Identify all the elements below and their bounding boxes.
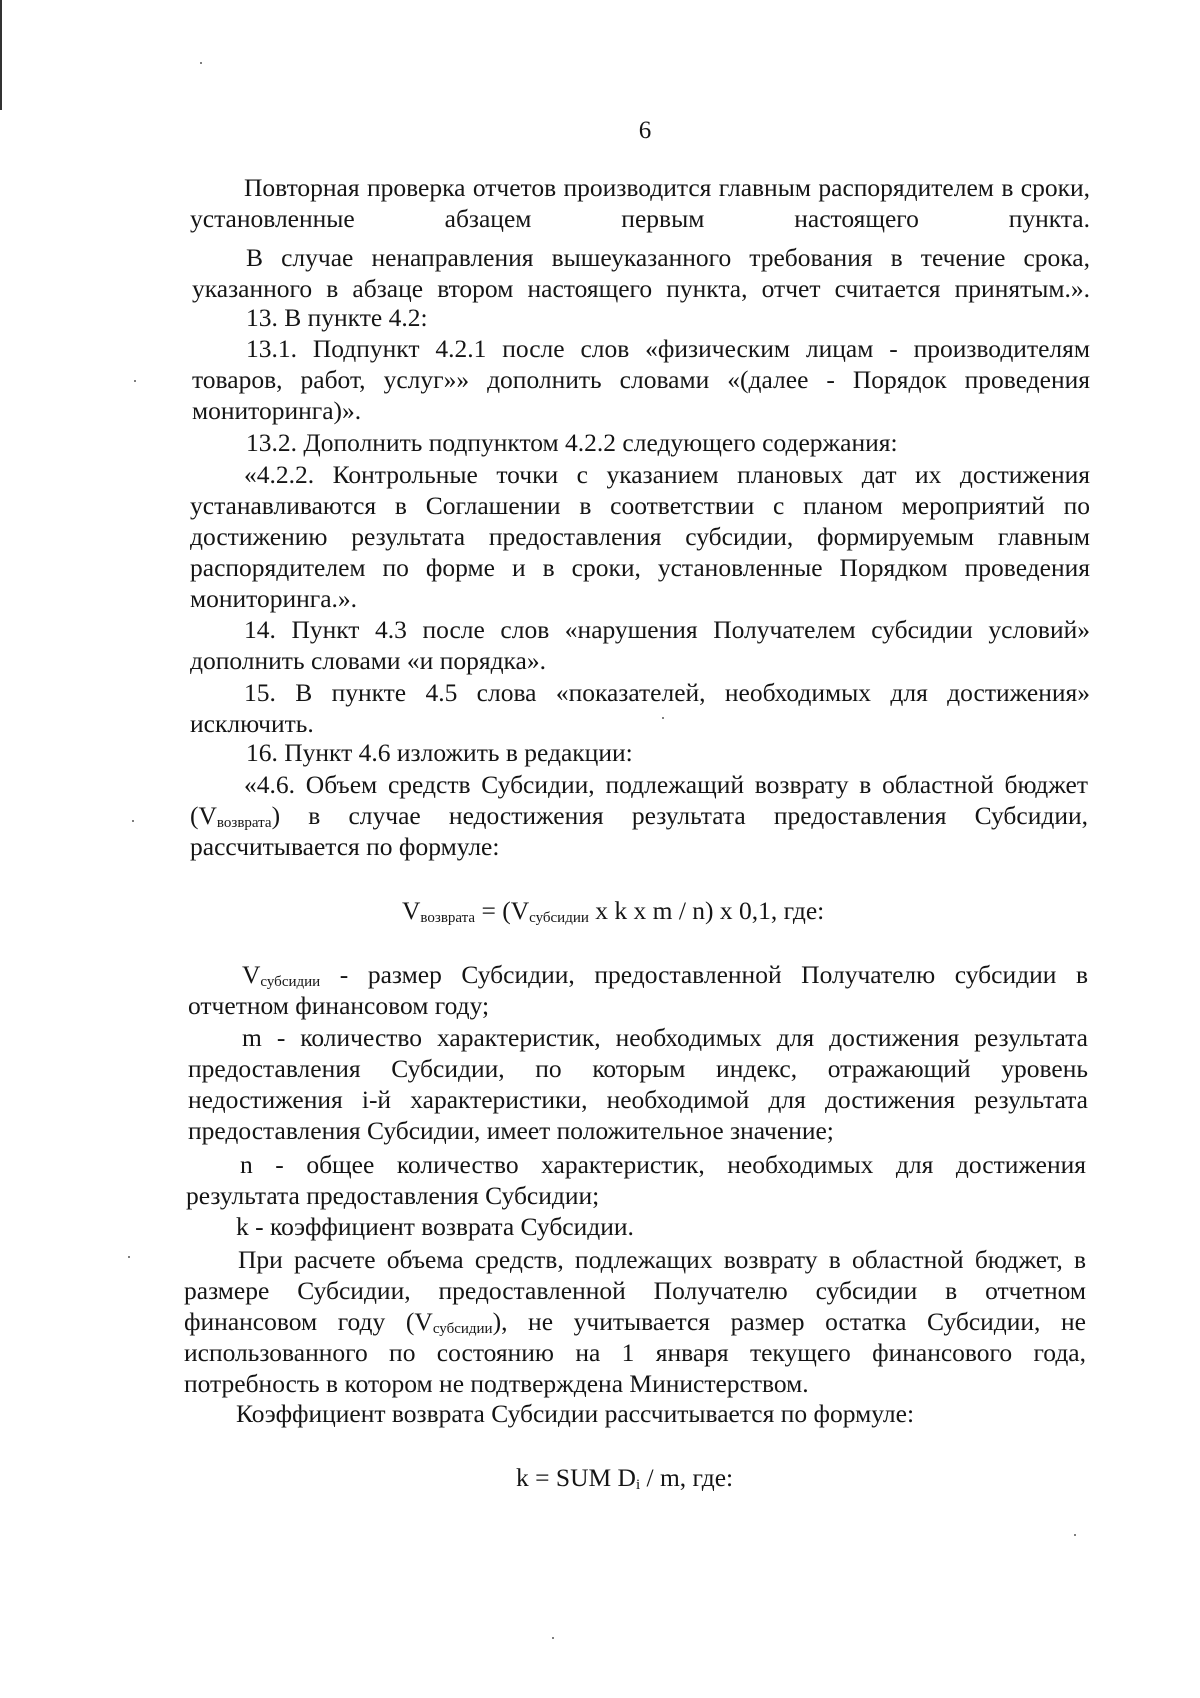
scan-speck <box>128 1256 130 1258</box>
paragraph: k - коэффициент возврата Субсидии. <box>236 1212 634 1241</box>
paragraph: Повторная проверка отчетов производится главным распорядителем в сроки, установленные абзацем первым настоящего пункта. <box>190 173 1090 233</box>
scan-speck <box>132 820 134 822</box>
paragraph-4-6: «4.6. Объем средств Субсидии, подлежащий возврату в областной бюджет $(V_{возврата})$ в случае недостижения результата предоставления Субсидии, рассчитывается по формуле: <box>190 770 1088 861</box>
scan-speck <box>200 62 202 64</box>
paragraph: В случае ненаправления вышеуказанного требования в течение срока, указанного в абзаце втором настоящего пункта, отчет считается принятым.». <box>192 243 1090 303</box>
paragraph: 15. В пункте 4.5 слова «показателей, необходимых для достижения» исключить. <box>190 678 1090 738</box>
scan-speck <box>1074 1534 1076 1536</box>
paragraph: 14. Пункт 4.3 после слов «нарушения Получателем субсидии условий» дополнить словами «и порядка». <box>190 615 1090 675</box>
paragraph-v-subsidy: $V_{субсидии}$ - размер Субсидии, предоставленной Получателю субсидии в отчетном финансовом году; <box>188 960 1088 1020</box>
paragraph: 13.1. Подпункт 4.2.1 после слов «физическим лицам - производителям товаров, работ, услуг»» дополнить словами «(далее - Порядок проведения мониторинга)». <box>192 334 1090 425</box>
scan-speck <box>552 1637 554 1639</box>
scan-speck <box>662 717 664 719</box>
formula-volume-return: $V_{возврата} = (V_{субсидии}$ x k x m / n) x 0,1, где: <box>402 896 825 926</box>
paragraph: n - общее количество характеристик, необходимых для достижения результата предоставления Субсидии; <box>186 1150 1086 1210</box>
paragraph: m - количество характеристик, необходимых для достижения результата предоставления Субсидии, по которым индекс, отражающий уровень недостижения i-й характеристики, необходимой для достижения результата предоставления Субсидии, имеет положительное значение; <box>188 1023 1088 1145</box>
scan-speck <box>134 380 136 382</box>
formula-coefficient: k = SUM $D_i$ / m, где: <box>516 1463 734 1493</box>
paragraph: 13.2. Дополнить подпунктом 4.2.2 следующего содержания: <box>246 428 898 457</box>
paragraph: «4.2.2. Контрольные точки с указанием плановых дат их достижения устанавливаются в Соглашении в соответствии с планом мероприятий по достижению результата предоставления субсидии, формируемым главным распорядителем по форме и в сроки, установленные Порядком проведения мониторинга.». <box>190 460 1090 613</box>
paragraph: 16. Пункт 4.6 изложить в редакции: <box>246 738 633 767</box>
paragraph: 13. В пункте 4.2: <box>246 303 428 332</box>
paragraph: Коэффициент возврата Субсидии рассчитывается по формуле: <box>236 1399 915 1428</box>
paragraph-calculation: При расчете объема средств, подлежащих возврату в областной бюджет, в размере Субсидии, предоставленной Получателю субсидии в отчетном финансовом году $(V_{субсидии})$, не учитывается размер остатка Субсидии, не использованного по состоянию на 1 января текущего финансового года, потребность в котором не подтверждена Министерством. <box>184 1245 1086 1398</box>
page-number: 6 <box>638 117 652 144</box>
scan-edge <box>0 0 2 110</box>
